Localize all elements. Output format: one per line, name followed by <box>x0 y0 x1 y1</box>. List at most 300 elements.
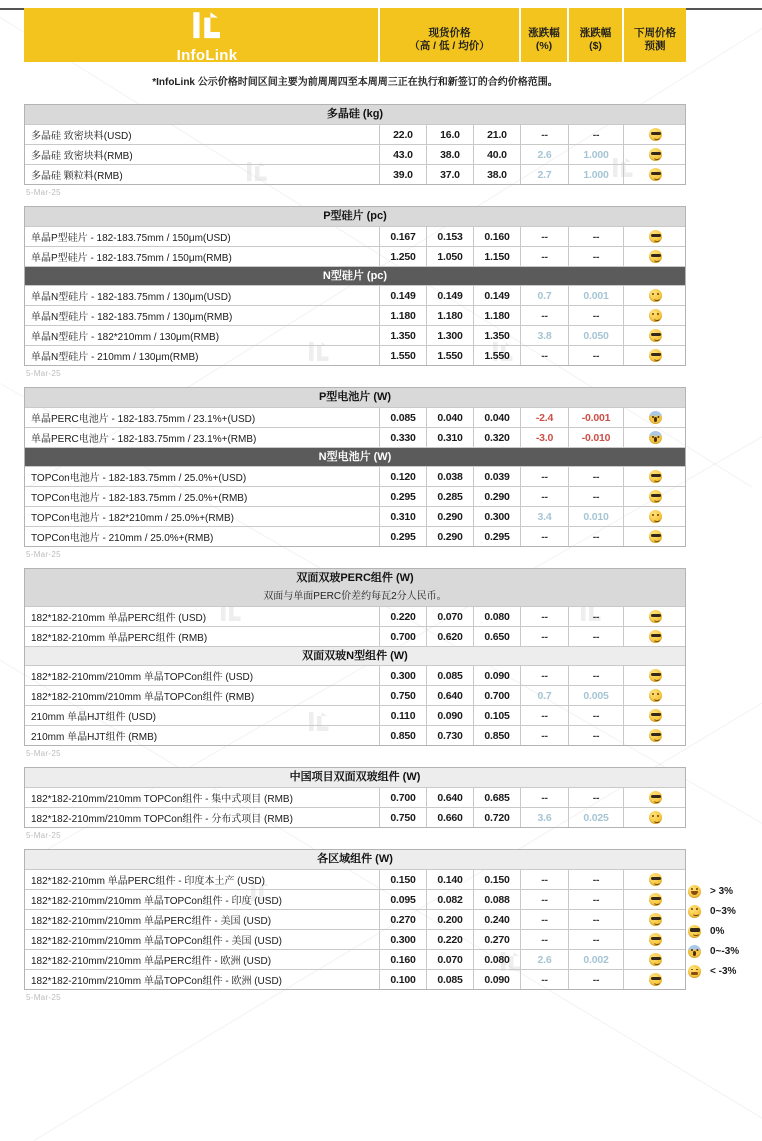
change-percent: -3.0 <box>520 428 568 447</box>
change-percent: -- <box>520 970 568 989</box>
sunglasses-face-icon <box>649 128 662 141</box>
price-low: 0.290 <box>426 527 473 546</box>
product-label: 182*182-210mm 单晶PERC组件 (USD) <box>31 613 207 624</box>
table-row <box>25 407 685 427</box>
price-high: 0.149 <box>379 286 426 305</box>
table-row <box>25 486 685 506</box>
change-percent: -2.4 <box>520 408 568 427</box>
sunglasses-face-icon <box>649 873 662 886</box>
price-avg: 0.300 <box>473 507 520 526</box>
change-percent: -- <box>520 247 568 266</box>
forecast-cell <box>623 346 687 365</box>
scream-face-icon <box>649 431 662 444</box>
date-stamp: 5-Mar-25 <box>26 749 61 758</box>
change-percent: -- <box>520 467 568 486</box>
table-row <box>25 246 685 266</box>
sunglasses-face-icon <box>649 973 662 986</box>
smile-face-icon <box>649 289 662 302</box>
price-low: 38.0 <box>426 145 473 164</box>
sunglasses-face-icon <box>649 893 662 906</box>
price-high: 0.300 <box>379 930 426 949</box>
table-row <box>25 685 685 705</box>
price-low: 0.310 <box>426 428 473 447</box>
sunglasses-face-icon <box>649 329 662 342</box>
product-label: 182*182-210mm 单晶PERC组件 - 印度本土产 (USD) <box>31 876 265 887</box>
price-low: 0.038 <box>426 467 473 486</box>
price-avg: 0.090 <box>473 666 520 685</box>
product-label: 单晶N型硅片 - 210mm / 130μm(RMB) <box>31 352 199 363</box>
forecast-cell <box>623 428 687 447</box>
change-amount: -- <box>568 607 623 626</box>
price-high: 0.295 <box>379 487 426 506</box>
price-low: 0.082 <box>426 890 473 909</box>
forecast-cell <box>623 666 687 685</box>
price-high: 1.180 <box>379 306 426 325</box>
product-label: TOPCon电池片 - 182*210mm / 25.0%+(RMB) <box>31 513 234 524</box>
change-percent: 0.7 <box>520 686 568 705</box>
price-avg: 0.150 <box>473 870 520 889</box>
change-percent: -- <box>520 346 568 365</box>
forecast-cell <box>623 686 687 705</box>
price-avg: 0.240 <box>473 910 520 929</box>
smile-face-icon <box>649 309 662 322</box>
section-header: 双面双玻N型组件 (W) <box>25 646 685 665</box>
forecast-cell <box>623 408 687 427</box>
sunglasses-face-icon <box>649 230 662 243</box>
price-avg: 40.0 <box>473 145 520 164</box>
price-low: 0.200 <box>426 910 473 929</box>
price-high: 0.310 <box>379 507 426 526</box>
table-row <box>25 705 685 725</box>
forecast-cell <box>623 706 687 725</box>
price-high: 43.0 <box>379 145 426 164</box>
price-avg: 0.720 <box>473 808 520 827</box>
sunglasses-face-icon <box>649 530 662 543</box>
change-amount: 0.005 <box>568 686 623 705</box>
forecast-cell <box>623 930 687 949</box>
table-row <box>25 909 685 929</box>
change-amount: 1.000 <box>568 145 623 164</box>
price-avg: 0.295 <box>473 527 520 546</box>
product-label: 182*182-210mm/210mm 单晶PERC组件 - 欧洲 (USD) <box>31 956 272 967</box>
change-usd-line1: 涨跌幅 <box>579 27 612 39</box>
legend-item <box>688 881 760 901</box>
change-amount: 0.025 <box>568 808 623 827</box>
forecast-legend <box>688 881 760 981</box>
price-high: 39.0 <box>379 165 426 184</box>
price-low: 0.085 <box>426 970 473 989</box>
sunglasses-face-icon <box>649 933 662 946</box>
price-high: 0.270 <box>379 910 426 929</box>
header-band <box>24 8 686 72</box>
sunglasses-face-icon <box>649 791 662 804</box>
forecast-cell <box>623 527 687 546</box>
price-low: 0.220 <box>426 930 473 949</box>
price-high: 0.750 <box>379 686 426 705</box>
product-label: TOPCon电池片 - 210mm / 25.0%+(RMB) <box>31 533 214 544</box>
table-row <box>25 929 685 949</box>
price-high: 0.850 <box>379 726 426 745</box>
price-low: 1.050 <box>426 247 473 266</box>
price-avg: 0.090 <box>473 970 520 989</box>
price-high: 22.0 <box>379 125 426 144</box>
product-label: 单晶N型硅片 - 182-183.75mm / 130μm(RMB) <box>31 312 233 323</box>
sunglasses-face-icon <box>649 470 662 483</box>
change-percent: 2.7 <box>520 165 568 184</box>
product-label: 182*182-210mm/210mm 单晶TOPCon组件 - 印度 (USD) <box>31 896 282 907</box>
change-percent: -- <box>520 666 568 685</box>
price-low: 0.290 <box>426 507 473 526</box>
change-amount: 0.050 <box>568 326 623 345</box>
change-amount: -- <box>568 666 623 685</box>
change-amount: -- <box>568 890 623 909</box>
sunglasses-face-icon <box>649 168 662 181</box>
sunglasses-face-icon <box>649 669 662 682</box>
legend-item <box>688 901 760 921</box>
price-avg: 0.270 <box>473 930 520 949</box>
table-row <box>25 869 685 889</box>
change-amount: -- <box>568 306 623 325</box>
date-stamp: 5-Mar-25 <box>26 369 61 378</box>
change-percent: -- <box>520 487 568 506</box>
sunglasses-face-icon <box>649 709 662 722</box>
change-amount: -- <box>568 706 623 725</box>
price-high: 0.220 <box>379 607 426 626</box>
product-label: 210mm 单晶HJT组件 (RMB) <box>31 732 158 743</box>
table-row <box>25 626 685 646</box>
change-percent: -- <box>520 627 568 646</box>
column-header-spot-price <box>378 8 519 72</box>
date-stamp: 5-Mar-25 <box>26 993 61 1002</box>
column-header-forecast <box>622 8 686 72</box>
change-percent: 0.7 <box>520 286 568 305</box>
price-avg: 0.160 <box>473 227 520 246</box>
forecast-cell <box>623 125 687 144</box>
price-low: 0.153 <box>426 227 473 246</box>
price-low: 1.300 <box>426 326 473 345</box>
price-high: 0.120 <box>379 467 426 486</box>
price-avg: 0.700 <box>473 686 520 705</box>
forecast-cell <box>623 306 687 325</box>
forecast-cell <box>623 487 687 506</box>
change-amount: -- <box>568 970 623 989</box>
change-amount: -- <box>568 227 623 246</box>
legend-label: > 3% <box>710 885 734 897</box>
table-row <box>25 427 685 447</box>
price-low: 16.0 <box>426 125 473 144</box>
forecast-cell <box>623 145 687 164</box>
change-amount: -- <box>568 930 623 949</box>
table-row <box>25 305 685 325</box>
table-row <box>25 345 685 365</box>
price-table <box>24 849 686 990</box>
sunglasses-face-icon <box>649 250 662 263</box>
product-label: TOPCon电池片 - 182-183.75mm / 25.0%+(RMB) <box>31 493 248 504</box>
price-high: 0.160 <box>379 950 426 969</box>
product-label: 单晶P型硅片 - 182-183.75mm / 150μm(RMB) <box>31 253 232 264</box>
change-percent: -- <box>520 607 568 626</box>
table-row <box>25 949 685 969</box>
price-avg: 1.180 <box>473 306 520 325</box>
price-high: 0.750 <box>379 808 426 827</box>
table-row <box>25 466 685 486</box>
forecast-cell <box>623 286 687 305</box>
price-high: 0.110 <box>379 706 426 725</box>
price-avg: 0.850 <box>473 726 520 745</box>
product-label: 182*182-210mm 单晶PERC组件 (RMB) <box>31 633 208 644</box>
change-percent: 2.6 <box>520 950 568 969</box>
forecast-cell <box>623 890 687 909</box>
change-amount: 0.010 <box>568 507 623 526</box>
legend-item <box>688 941 760 961</box>
price-low: 0.040 <box>426 408 473 427</box>
price-high: 1.350 <box>379 326 426 345</box>
column-header-change-usd <box>567 8 622 72</box>
forecast-cell <box>623 247 687 266</box>
table-row <box>25 506 685 526</box>
price-high: 1.250 <box>379 247 426 266</box>
forecast-cell <box>623 970 687 989</box>
price-avg: 1.550 <box>473 346 520 365</box>
smile-face-icon <box>688 905 701 918</box>
sunglasses-face-icon <box>649 148 662 161</box>
price-low: 0.640 <box>426 788 473 807</box>
price-high: 0.150 <box>379 870 426 889</box>
price-period-note: *InfoLink 公示价格时间区间主要为前周周四至本周周三正在执行和新签订的合约价格范围。 <box>152 76 558 88</box>
price-high: 0.295 <box>379 527 426 546</box>
table-row <box>25 325 685 345</box>
price-avg: 0.088 <box>473 890 520 909</box>
product-label: 多晶硅 致密块料(RMB) <box>31 151 133 162</box>
scream-face-icon <box>688 945 701 958</box>
price-table-blocks <box>24 104 686 1011</box>
price-high: 0.167 <box>379 227 426 246</box>
section-header: P型硅片 (pc) <box>25 207 685 226</box>
price-avg: 0.080 <box>473 607 520 626</box>
price-avg: 0.290 <box>473 487 520 506</box>
report-page <box>24 8 686 1011</box>
price-avg: 38.0 <box>473 165 520 184</box>
forecast-cell <box>623 627 687 646</box>
laugh-face-icon <box>688 885 701 898</box>
change-amount: -0.010 <box>568 428 623 447</box>
forecast-cell <box>623 950 687 969</box>
change-percent: 3.4 <box>520 507 568 526</box>
forecast-cell <box>623 870 687 889</box>
change-amount: -- <box>568 487 623 506</box>
price-avg: 0.040 <box>473 408 520 427</box>
price-low: 0.285 <box>426 487 473 506</box>
legend-item <box>688 961 760 981</box>
price-high: 0.100 <box>379 970 426 989</box>
change-amount: -- <box>568 726 623 745</box>
price-avg: 0.080 <box>473 950 520 969</box>
change-pct-line1: 涨跌幅 <box>528 27 560 39</box>
change-pct-line2: (%) <box>535 40 553 52</box>
price-avg: 0.650 <box>473 627 520 646</box>
forecast-line2: 预测 <box>644 40 666 52</box>
price-low: 0.640 <box>426 686 473 705</box>
table-row <box>25 526 685 546</box>
change-amount: -- <box>568 346 623 365</box>
product-label: 单晶P型硅片 - 182-183.75mm / 150μm(USD) <box>31 233 231 244</box>
forecast-cell <box>623 467 687 486</box>
date-stamp: 5-Mar-25 <box>26 831 61 840</box>
legend-item <box>688 921 760 941</box>
table-row <box>25 665 685 685</box>
price-low: 0.140 <box>426 870 473 889</box>
change-amount: -- <box>568 910 623 929</box>
price-table <box>24 568 686 746</box>
price-low: 0.070 <box>426 607 473 626</box>
date-stamp: 5-Mar-25 <box>26 550 61 559</box>
price-avg: 0.149 <box>473 286 520 305</box>
forecast-cell <box>623 326 687 345</box>
forecast-cell <box>623 726 687 745</box>
price-avg: 1.350 <box>473 326 520 345</box>
price-high: 0.085 <box>379 408 426 427</box>
product-label: 单晶PERC电池片 - 182-183.75mm / 23.1%+(RMB) <box>31 434 257 445</box>
product-label: 单晶N型硅片 - 182-183.75mm / 130μm(USD) <box>31 292 232 303</box>
table-row <box>25 725 685 745</box>
change-percent: -- <box>520 227 568 246</box>
price-low: 0.070 <box>426 950 473 969</box>
product-label: 多晶硅 颗粒料(RMB) <box>31 171 123 182</box>
change-percent: -- <box>520 125 568 144</box>
table-row <box>25 807 685 827</box>
change-amount: -- <box>568 125 623 144</box>
table-row <box>25 226 685 246</box>
change-percent: -- <box>520 930 568 949</box>
sunglasses-face-icon <box>649 349 662 362</box>
scream-face-icon <box>649 411 662 424</box>
price-low: 0.730 <box>426 726 473 745</box>
change-percent: -- <box>520 706 568 725</box>
section-header: 各区域组件 (W) <box>25 850 685 869</box>
change-percent: -- <box>520 527 568 546</box>
table-row <box>25 889 685 909</box>
forecast-cell <box>623 910 687 929</box>
legend-label: 0~3% <box>710 905 736 917</box>
change-percent: -- <box>520 788 568 807</box>
date-stamp: 5-Mar-25 <box>26 188 61 197</box>
price-table <box>24 387 686 547</box>
change-amount: 0.002 <box>568 950 623 969</box>
change-amount: -- <box>568 870 623 889</box>
product-label: 182*182-210mm/210mm 单晶TOPCon组件 (RMB) <box>31 692 255 703</box>
forecast-cell <box>623 165 687 184</box>
table-row <box>25 124 685 144</box>
brand-name: InfoLink <box>176 47 238 64</box>
change-usd-line2: ($) <box>589 40 602 52</box>
price-high: 0.700 <box>379 788 426 807</box>
price-low: 0.085 <box>426 666 473 685</box>
price-high: 0.330 <box>379 428 426 447</box>
smile-face-icon <box>649 510 662 523</box>
product-label: 182*182-210mm/210mm TOPCon组件 - 分布式项目 (RMB) <box>31 814 293 825</box>
product-label: 多晶硅 致密块料(USD) <box>31 131 132 142</box>
price-low: 0.620 <box>426 627 473 646</box>
sunglasses-face-icon <box>649 953 662 966</box>
infolink-logo-icon <box>192 8 222 41</box>
price-avg: 0.105 <box>473 706 520 725</box>
section-header: P型电池片 (W) <box>25 388 685 407</box>
price-low: 37.0 <box>426 165 473 184</box>
sunglasses-face-icon <box>688 925 701 938</box>
price-high: 0.300 <box>379 666 426 685</box>
forecast-line1: 下周价格 <box>634 27 676 39</box>
price-avg: 0.320 <box>473 428 520 447</box>
section-header: N型硅片 (pc) <box>25 266 685 285</box>
product-label: 182*182-210mm/210mm 单晶TOPCon组件 (USD) <box>31 672 254 683</box>
smile-face-icon <box>649 689 662 702</box>
price-avg: 1.150 <box>473 247 520 266</box>
change-percent: 3.8 <box>520 326 568 345</box>
spot-price-line1: 现货价格 <box>428 27 471 39</box>
price-high: 0.700 <box>379 627 426 646</box>
table-row <box>25 144 685 164</box>
price-table <box>24 767 686 828</box>
price-high: 0.095 <box>379 890 426 909</box>
forecast-cell <box>623 788 687 807</box>
price-avg: 21.0 <box>473 125 520 144</box>
section-header: 中国项目双面双玻组件 (W) <box>25 768 685 787</box>
change-percent: -- <box>520 890 568 909</box>
price-table <box>24 104 686 185</box>
product-label: 182*182-210mm/210mm 单晶TOPCon组件 - 美国 (USD) <box>31 936 282 947</box>
forecast-cell <box>623 808 687 827</box>
price-avg: 0.039 <box>473 467 520 486</box>
section-header: 双面双玻PERC组件 (W) <box>25 569 685 588</box>
change-amount: 0.001 <box>568 286 623 305</box>
section-subtitle: 双面与单面PERC价差约每瓦2分人民币。 <box>25 588 685 606</box>
table-row <box>25 164 685 184</box>
product-label: 单晶N型硅片 - 182*210mm / 130μm(RMB) <box>31 332 220 343</box>
cry-face-icon <box>688 965 701 978</box>
brand-subtitle: CONSULTING <box>179 66 235 72</box>
sunglasses-face-icon <box>649 913 662 926</box>
product-label: 182*182-210mm/210mm TOPCon组件 - 集中式项目 (RMB) <box>31 794 293 805</box>
legend-label: 0% <box>710 925 725 937</box>
forecast-cell <box>623 507 687 526</box>
change-amount: -0.001 <box>568 408 623 427</box>
spot-price-line2: （高 / 低 / 均价） <box>409 40 490 52</box>
change-percent: 3.6 <box>520 808 568 827</box>
section-header: 多晶硅 (kg) <box>25 105 685 124</box>
price-avg: 0.685 <box>473 788 520 807</box>
forecast-cell <box>623 607 687 626</box>
table-row <box>25 787 685 807</box>
product-label: 210mm 单晶HJT组件 (USD) <box>31 712 157 723</box>
change-percent: -- <box>520 726 568 745</box>
sunglasses-face-icon <box>649 610 662 623</box>
change-percent: -- <box>520 870 568 889</box>
legend-label: < -3% <box>710 965 737 977</box>
product-label: 单晶PERC电池片 - 182-183.75mm / 23.1%+(USD) <box>31 414 256 425</box>
product-label: 182*182-210mm/210mm 单晶PERC组件 - 美国 (USD) <box>31 916 272 927</box>
price-low: 0.149 <box>426 286 473 305</box>
change-amount: -- <box>568 627 623 646</box>
price-low: 0.660 <box>426 808 473 827</box>
price-table <box>24 206 686 366</box>
change-amount: -- <box>568 247 623 266</box>
section-header: N型电池片 (W) <box>25 447 685 466</box>
sunglasses-face-icon <box>649 630 662 643</box>
sunglasses-face-icon <box>649 729 662 742</box>
table-row <box>25 285 685 305</box>
change-amount: -- <box>568 467 623 486</box>
change-amount: 1.000 <box>568 165 623 184</box>
